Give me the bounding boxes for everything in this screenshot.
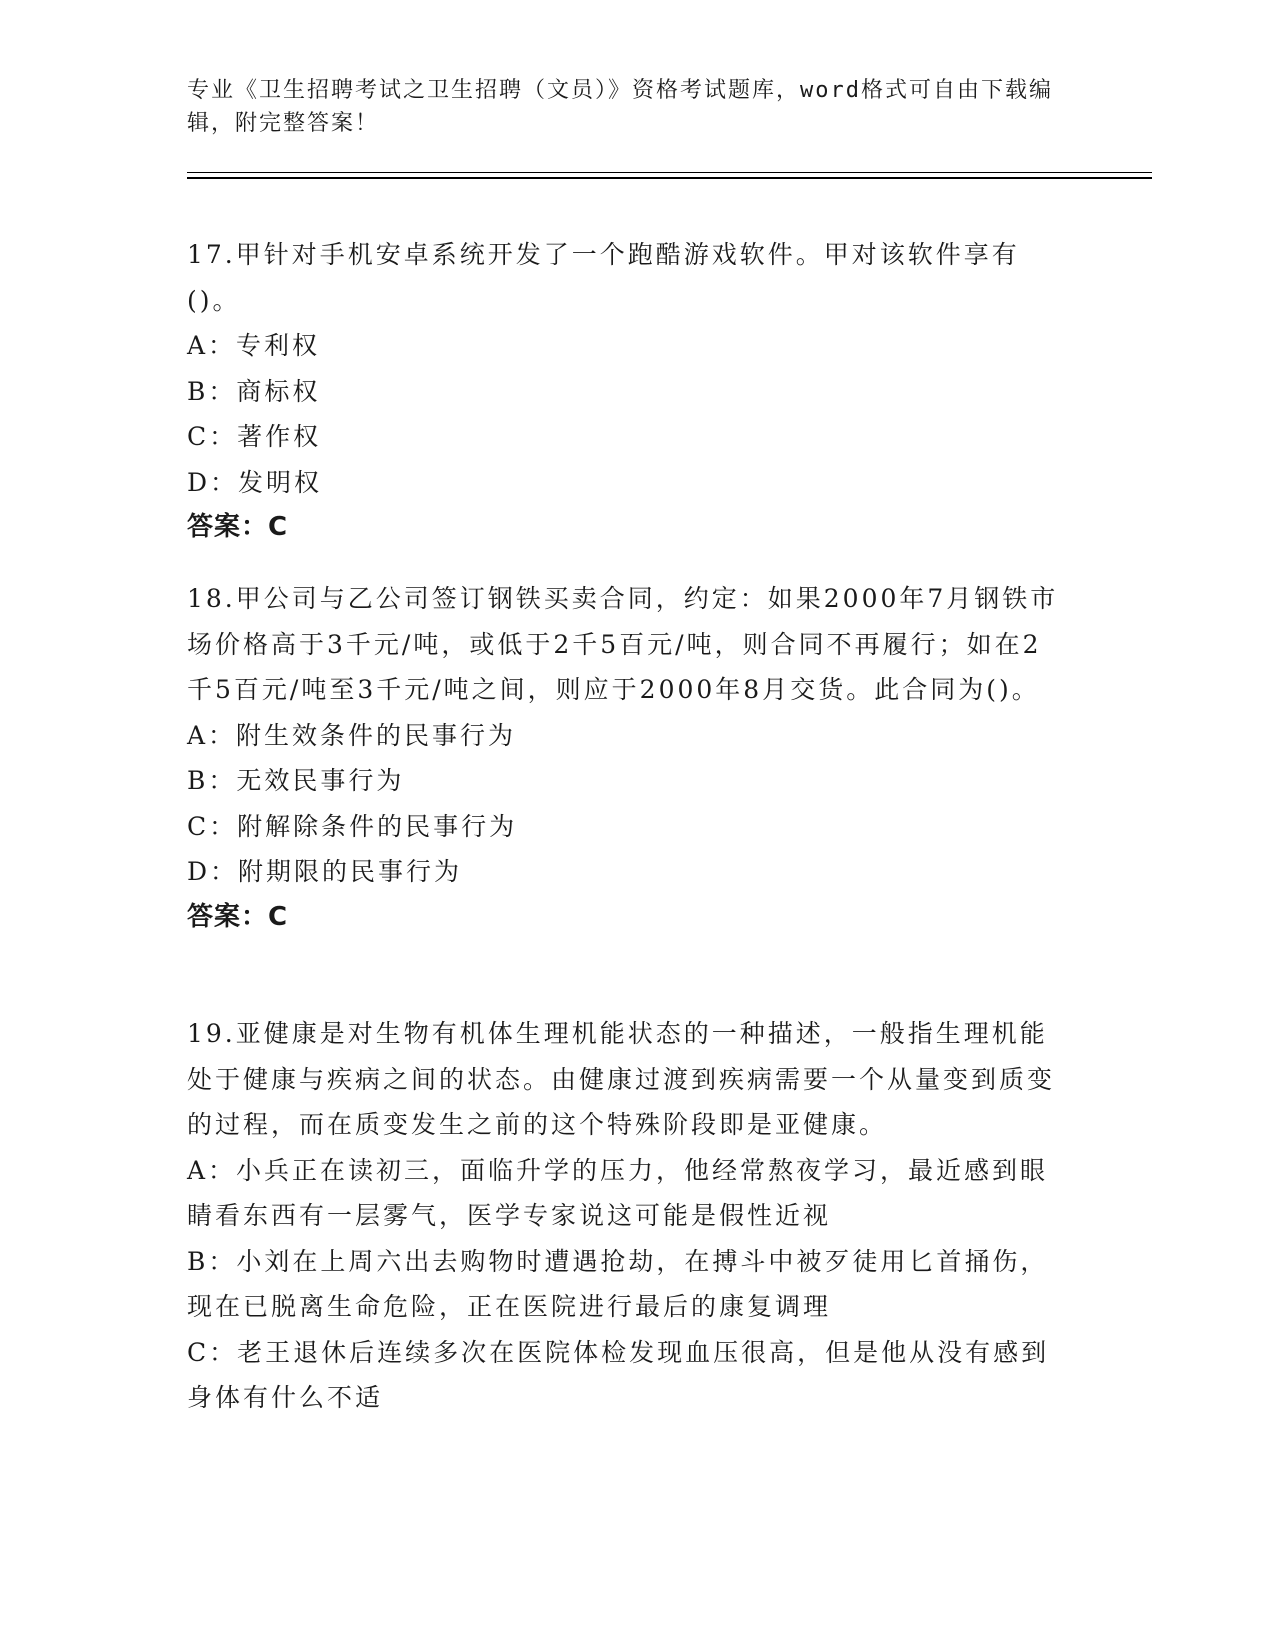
option-b: B：无效民事行为 bbox=[187, 766, 405, 795]
document-header: 专业《卫生招聘考试之卫生招聘（文员）》资格考试题库，word格式可自由下载编辑，附完整答案！ bbox=[187, 78, 1053, 136]
header-divider-thin bbox=[187, 172, 1152, 173]
question-stem: 17.甲针对手机安卓系统开发了一个跑酷游戏软件。甲对该软件享有()。 bbox=[187, 240, 1020, 315]
option-b: B：商标权 bbox=[187, 376, 321, 406]
question-stem: 18.甲公司与乙公司签订钢铁买卖合同，约定：如果2000年7月钢铁市场价格高于3千元/吨，或低于2千5百元/吨，则合同不再履行；如在2千5百元/吨至3千元/吨之间，则应于2000年8月交货。此合同为()。 bbox=[187, 584, 1059, 704]
option-c: C：老王退休后连续多次在医院体检发现血压很高，但是他从没有感到身体有什么不适 bbox=[187, 1337, 1050, 1412]
header-divider-thick bbox=[187, 177, 1152, 179]
option-d: D：发明权 bbox=[187, 467, 323, 497]
question-19 bbox=[187, 1011, 1067, 1421]
question-stem: 19.亚健康是对生物有机体生理机能状态的一种描述，一般指生理机能处于健康与疾病之间的状态。由健康过渡到疾病需要一个从量变到质变的过程，而在质变发生之前的这个特殊阶段即是亚健康。 bbox=[187, 1019, 1056, 1139]
option-a: A：小兵正在读初三，面临升学的压力，他经常熬夜学习，最近感到眼睛看东西有一层雾气，医学专家说这可能是假性近视 bbox=[187, 1155, 1049, 1230]
option-d: D：附期限的民事行为 bbox=[187, 857, 463, 886]
answer: 答案：C bbox=[187, 901, 289, 932]
question-17 bbox=[187, 232, 1067, 551]
option-a: A：附生效条件的民事行为 bbox=[187, 720, 517, 750]
option-c: C：著作权 bbox=[187, 422, 322, 451]
answer: 答案：C bbox=[187, 512, 289, 542]
option-b: B：小刘在上周六出去购物时遭遇抢劫，在搏斗中被歹徒用匕首捅伤，现在已脱离生命危险，正在医院进行最后的康复调理 bbox=[187, 1246, 1049, 1321]
question-18 bbox=[187, 576, 1067, 940]
option-a: A：专利权 bbox=[187, 331, 321, 360]
option-c: C：附解除条件的民事行为 bbox=[187, 811, 518, 841]
